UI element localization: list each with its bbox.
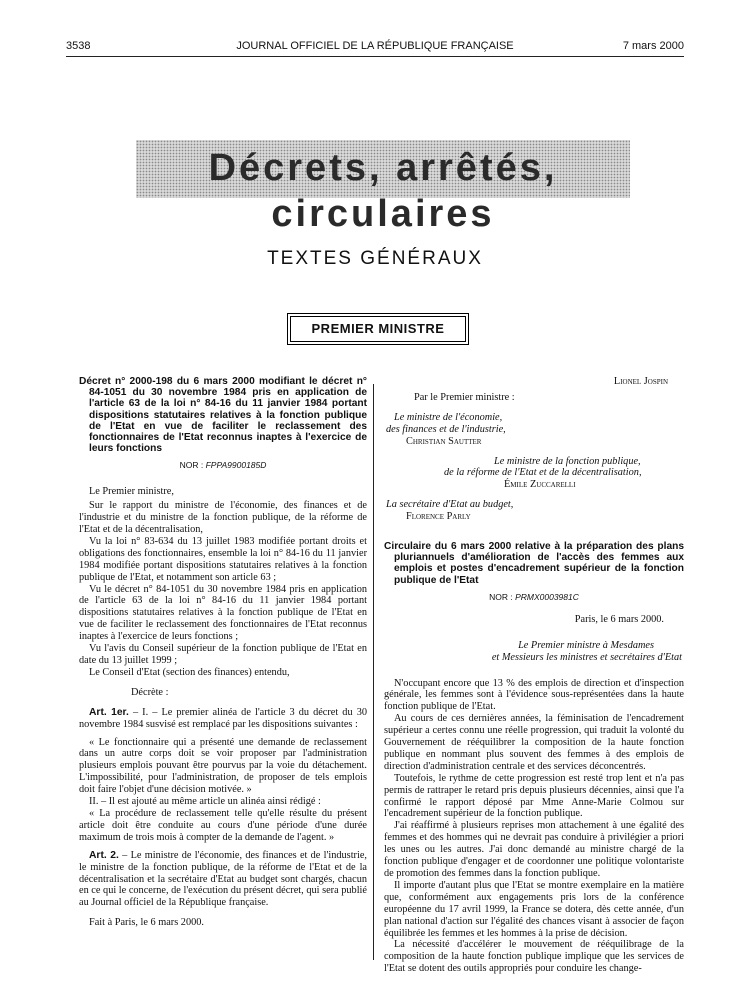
decree-decrete: Décrète :	[131, 686, 169, 698]
page-number: 3538	[66, 40, 91, 52]
section-title: TEXTES GÉNÉRAUX	[267, 248, 483, 269]
decree-visa: Sur le rapport du ministre de l'économie, des finances et de l'industrie et du ministre de la fonction publique, de la réforme de l'Etat et de la décentralisation,	[79, 500, 367, 536]
min-eco-name: Christian Sautter	[406, 435, 482, 447]
circular-addressee-2: et Messieurs les ministres et secrétaires d'Etat	[491, 651, 682, 663]
circular-addressee-1: Le Premier ministre à Mesdames	[518, 639, 654, 651]
header-rule	[66, 56, 684, 57]
decree-visa: Vu l'avis du Conseil supérieur de la fonction publique de l'Etat en date du 13 juillet 1999 ;	[79, 643, 367, 667]
right-column	[384, 376, 684, 975]
article-2-label: Art. 2.	[89, 849, 119, 861]
circular-nor-label: NOR :	[489, 591, 513, 602]
decree-nor-code: FPPA9900185D	[205, 460, 267, 471]
decree-nor-label: NOR :	[179, 460, 204, 471]
circular-nor-code: PRMX0003981C	[515, 591, 579, 602]
par-premier-ministre: Par le Premier ministre :	[414, 391, 515, 403]
article-2-text: – Le ministre de l'économie, des finances et de l'industrie, le ministre de la fonction publique, de la réforme de l'Etat et de la décentralisation et la secrétaire d'Etat au budget sont chargés, chacun en ce qui le concerne, de l'exécution du présent décret, qui sera publié au Journal officiel de la République française.	[79, 849, 367, 909]
article-2	[79, 850, 367, 910]
min-fp-title-1: Le ministre de la fonction publique,	[494, 455, 641, 467]
banner-title: Décrets, arrêtés, circulaires	[208, 147, 558, 235]
min-fp-name: Émile Zuccarelli	[504, 479, 576, 491]
decree-visa: Vu la loi n° 83-634 du 13 juillet 1983 modifiée portant droits et obligations des fonctionnaires, ensemble la loi n° 84-16 du 11 janvier 1984 modifiée portant dispositions statutaires relatives à la fonction publique de l'Etat, et notamment son article 63 ;	[79, 535, 367, 583]
circular-title: Circulaire du 6 mars 2000 relative à la préparation des plans pluriannuels d'amélioration de l'accès des femmes aux emplois et postes d'encadrement supérieur de la fonction publique de l'Etat	[384, 541, 684, 586]
issue-date: 7 mars 2000	[622, 40, 684, 52]
article-1-ii-quote: « La procédure de reclassement telle qu'elle résulte du présent article doit être conduite au cours d'une période d'une durée maximum de trois mois à compter de la demande de l'agent. »	[79, 807, 367, 843]
min-eco-title-2: des finances et de l'industrie,	[386, 423, 506, 435]
circular-paragraph: Au cours de ces dernières années, la féminisation de l'encadrement supérieur a certes connu une réelle progression, qui traduit la volonté du Gouvernement de rééquilibrer la composition de la haute fonction publique en nommant plus souvent des femmes à des emplois de direction d'administration centrale et des services déconcentrés.	[384, 713, 684, 772]
article-1-text: – I. – Le premier alinéa de l'article 3 du décret du 30 novembre 1984 susvisé est remplacé par les dispositions suivantes :	[79, 706, 367, 730]
article-1-label: Art. 1er.	[89, 706, 129, 718]
decree-visa: Le Conseil d'Etat (section des finances) entendu,	[89, 666, 290, 678]
article-1	[79, 707, 367, 731]
column-divider	[373, 384, 374, 960]
decree-title: Décret n° 2000-198 du 6 mars 2000 modifiant le décret n° 84-1051 du 30 novembre 1984 pris en application de l'article 63 de la loi n° 84-16 du 11 janvier 1984 portant dispositions statutaires relatives à la fonction publique de l'Etat en vue de faciliter le reclassement des fonctionnaires de l'Etat reconnus inaptes à l'exercice de leurs fonctions	[79, 376, 367, 455]
left-column	[79, 376, 367, 929]
decree-done: Fait à Paris, le 6 mars 2000.	[89, 917, 204, 929]
circular-paragraph: Toutefois, le rythme de cette progression est resté trop lent et n'a pas permis de rattraper le retard pris depuis plusieurs décennies, ainsi que l'a confirmé le rapport déposé par Mme Anne-Marie Colmou sur l'encadrement supérieur de la fonction publique.	[384, 772, 684, 820]
min-fp-title-2: de la réforme de l'Etat et de la décentralisation,	[444, 467, 642, 479]
decree-intro: Le Premier ministre,	[89, 486, 174, 498]
article-1-ii: II. – Il est ajouté au même article un alinéa ainsi rédigé :	[89, 796, 321, 808]
circular-paragraph: La nécessité d'accélérer le mouvement de rééquilibrage de la composition de la haute fonction publique implique que les services de l'Etat se dotent des outils appropriés pour conduire les change-	[384, 939, 684, 975]
circular-paragraph: Il importe d'autant plus que l'Etat se montre exemplaire en la matière que, conformément aux engagements pris lors de la conférence européenne du 17 avril 1999, la France se dotera, dès cette année, d'un plan national d'action sur l'égalité des chances visant à associer de façon équilibrée les femmes et les hommes à la prise de décision.	[384, 879, 684, 939]
sec-name: Florence Parly	[406, 511, 471, 523]
sec-title: La secrétaire d'Etat au budget,	[386, 499, 514, 511]
article-1-quote: « Le fonctionnaire qui a présenté une demande de reclassement dans un autre corps doit se voir proposer par l'administration plusieurs emplois pouvant être pourvus par la voie du détachement. L'impossibilité, pour l'administration, de proposer de tels emplois doit faire l'objet d'une décision motivée. »	[79, 736, 367, 796]
circular-paragraph: J'ai réaffirmé à plusieurs reprises mon attachement à une égalité des femmes et des hommes qui ne devrait pas conduire à privilégier a priori les unes ou les autres. J'ai donc demandé au ministre chargé de la fonction publique d'engager et de coordonner une politique volontariste de promotion des femmes dans la fonction publique.	[384, 820, 684, 879]
ministry-box: PREMIER MINISTRE	[290, 316, 466, 342]
decree-nor	[79, 460, 367, 472]
min-eco-title-1: Le ministre de l'économie,	[394, 411, 503, 423]
circular-nor	[384, 592, 684, 604]
circular-place-date: Paris, le 6 mars 2000.	[574, 613, 664, 625]
journal-title: JOURNAL OFFICIEL DE LA RÉPUBLIQUE FRANÇAISE	[236, 40, 514, 52]
pm-signature: Lionel Jospin	[613, 376, 668, 387]
circular-paragraph: N'occupant encore que 13 % des emplois de direction et d'inspection générale, les femmes sont à l'évidence sous-représentées dans la haute fonction publique de l'Etat.	[384, 677, 684, 713]
decree-visa: Vu le décret n° 84-1051 du 30 novembre 1984 pris en application de l'article 63 de la loi n° 84-16 du 11 janvier 1984 portant dispositions statutaires relatives à la fonction publique de l'Etat en vue de faciliter le reclassement des fonctionnaires de l'Etat reconnus inaptes à l'exercice de leurs fonctions ;	[79, 583, 367, 643]
